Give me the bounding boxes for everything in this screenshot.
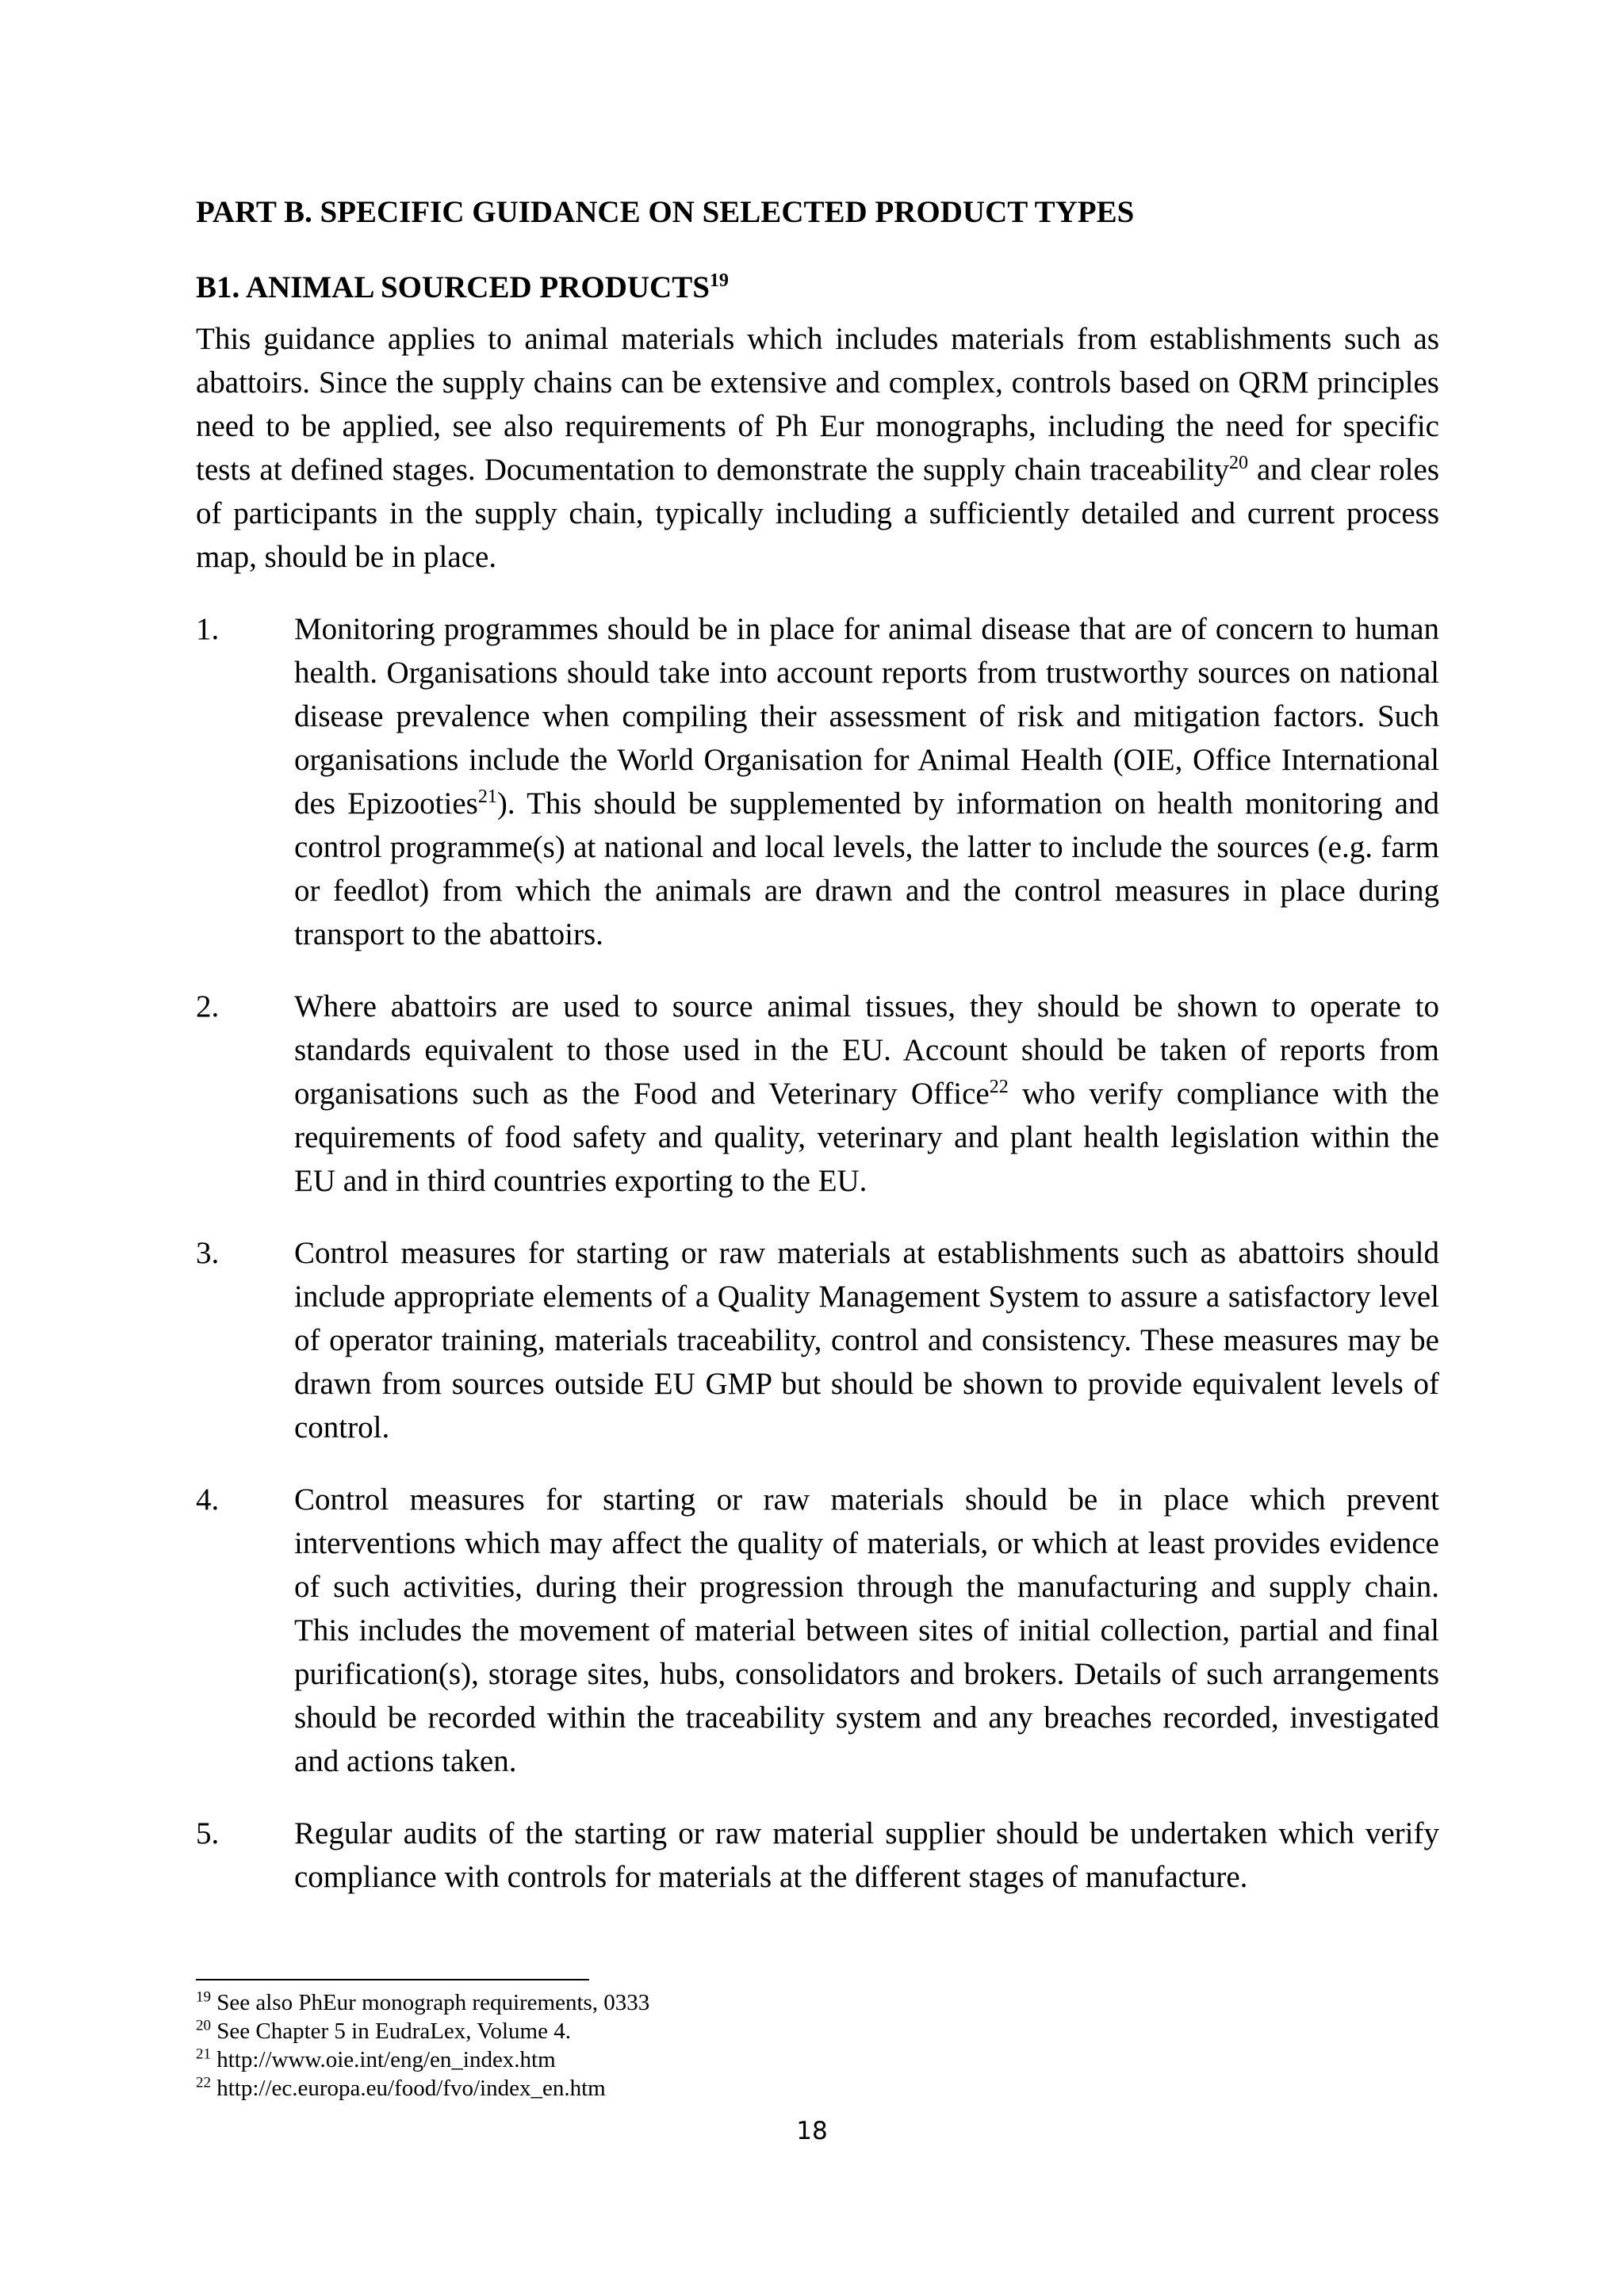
- list-item-3: [196, 1231, 1439, 1449]
- list-item-text-part-2: who verify compliance with the requirements of food safety and quality, veterinary and plant health legislation within the EU and in third countries exporting to the EU.: [294, 1077, 1439, 1198]
- list-item-text-part-2: ). This should be supplemented by information on health monitoring and control programme(s) at national and local levels, the latter to include the sources (e.g. farm or feedlot) from which the animals are drawn and the control measures in place during transport to the abattoirs.: [294, 786, 1439, 951]
- list-item-text: Control measures for starting or raw materials should be in place which prevent interventions which may affect the quality of materials, or which at least provides evidence of such activities, during their progression through the manufacturing and supply chain. This includes the movement of material between sites of initial collection, partial and final purification(s), storage sites, hubs, consolidators and brokers. Details of such arrangements should be recorded within the traceability system and any breaches recorded, investigated and actions taken.: [294, 1483, 1439, 1778]
- footnote-22: [196, 2074, 1439, 2103]
- section-title: [196, 266, 1439, 309]
- list-item-number: 3.: [196, 1236, 220, 1270]
- footnote-text: See Chapter 5 in EudraLex, Volume 4.: [211, 2019, 571, 2044]
- footnote-divider: [196, 1979, 589, 1980]
- part-title: PART B. SPECIFIC GUIDANCE ON SELECTED PRODUCT TYPES: [196, 195, 1135, 229]
- footnote-link[interactable]: http://www.oie.int/eng/en_index.htm: [211, 2047, 556, 2072]
- footnote-ref-21: 21: [477, 786, 497, 807]
- list-item-text: Regular audits of the starting or raw material supplier should be undertaken which verify compliance with controls for materials at the different stages of manufacture.: [294, 1816, 1439, 1894]
- numbered-list: [196, 607, 1439, 1899]
- section-title-text: B1. ANIMAL SOURCED PRODUCTS: [196, 270, 710, 304]
- list-item-text: Control measures for starting or raw materials at establishments such as abattoirs should include appropriate elements of a Quality Management System to assure a satisfactory level of operator training, materials traceability, control and consistency. These measures may be drawn from sources outside EU GMP but should be shown to provide equivalent levels of control.: [294, 1236, 1439, 1445]
- list-item-4: [196, 1478, 1439, 1783]
- footnote-link[interactable]: http://ec.europa.eu/food/fvo/index_en.htm: [211, 2076, 606, 2101]
- intro-paragraph: [196, 317, 1439, 579]
- footnote-ref-19: 19: [709, 270, 729, 291]
- footnote-number: 21: [196, 2045, 211, 2063]
- footnote-number: 19: [196, 1988, 211, 2006]
- list-item-text-part-1: Where abattoirs are used to source animal tissues, they should be shown to operate to standards equivalent to those used in the EU. Account should be taken of reports from organisations such as the Food and Veterinary Office: [294, 989, 1439, 1111]
- list-item-number: 4.: [196, 1483, 220, 1517]
- footnote-ref-22: 22: [989, 1077, 1009, 1097]
- list-item-number: 2.: [196, 989, 220, 1024]
- footnote-number: 22: [196, 2074, 211, 2091]
- list-item-5: [196, 1812, 1439, 1899]
- page-number: 18: [796, 2117, 828, 2145]
- footnote-21: [196, 2045, 1439, 2074]
- footnote-19: [196, 1988, 1439, 2017]
- list-item-number: 5.: [196, 1816, 220, 1850]
- footnote-number: 20: [196, 2017, 211, 2034]
- list-item-number: 1.: [196, 612, 220, 646]
- list-item-text-part-1: Monitoring programmes should be in place for animal disease that are of concern to human health. Organisations should take into account reports from trustworthy sources on national disease prevalence when compiling their assessment of risk and mitigation factors. Such organisations include the World Organisation for Animal Health (OIE, Office International des Epizooties: [294, 612, 1439, 821]
- footnote-ref-20: 20: [1228, 453, 1248, 473]
- footnote-text: See also PhEur monograph requirements, 0333: [211, 1990, 650, 2015]
- list-item-1: [196, 607, 1439, 956]
- footnote-20: [196, 2017, 1439, 2045]
- footnotes: [196, 1988, 1439, 2103]
- intro-text-part-2: and clear roles of participants in the supply chain, typically including a sufficiently detailed and current process map, should be in place.: [196, 453, 1439, 574]
- intro-text-part-1: This guidance applies to animal materials which includes materials from establishments such as abattoirs. Since the supply chains can be extensive and complex, controls based on QRM principles need to be applied, see also requirements of Ph Eur monographs, including the need for specific tests at defined stages. Documentation to demonstrate the supply chain traceability: [196, 322, 1439, 487]
- list-item-2: [196, 985, 1439, 1203]
- main-content: [196, 190, 1439, 1927]
